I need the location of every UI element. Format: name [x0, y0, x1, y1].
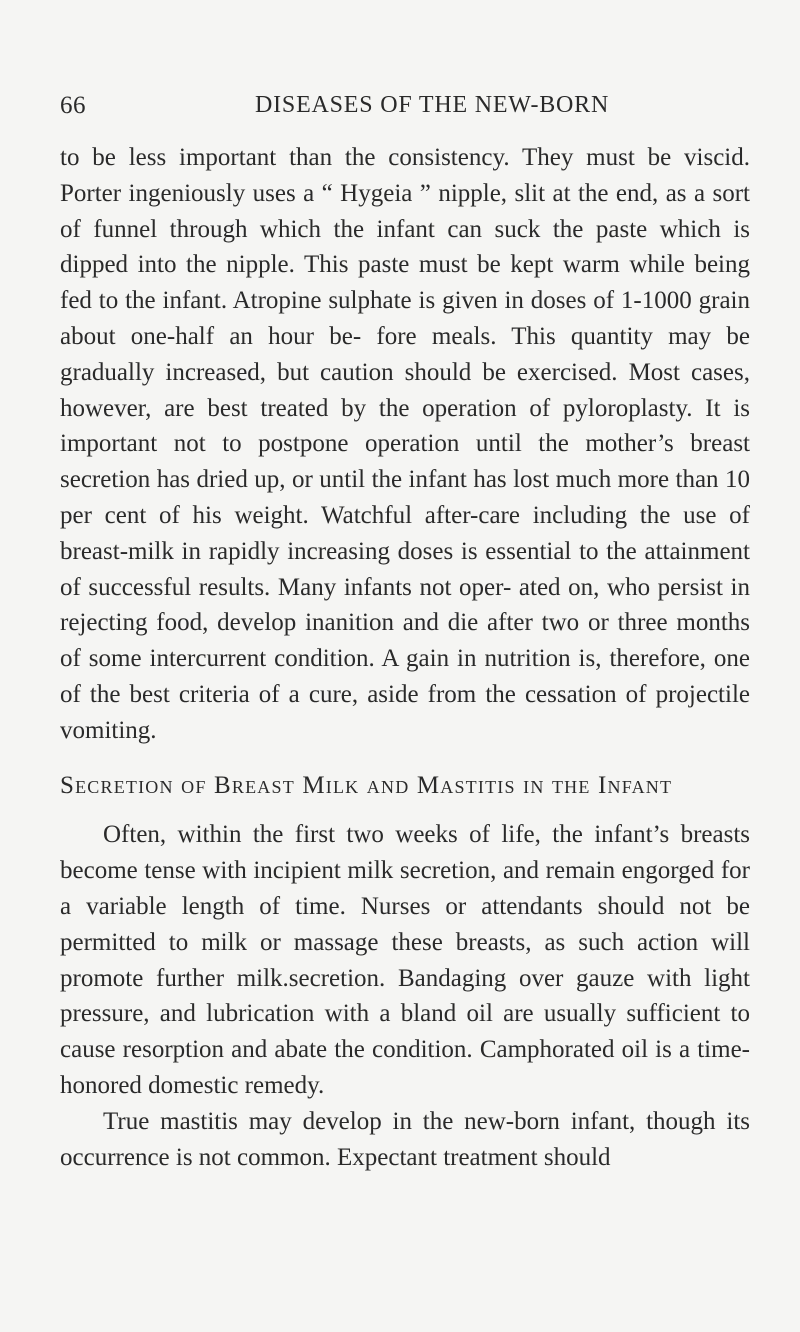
page-header: [60, 92, 740, 122]
section-heading: Secretion of Breast Milk and Mastitis in the Infant: [60, 771, 673, 799]
running-title: DISEASES OF THE NEW-BORN: [255, 92, 610, 118]
paragraph-pyloroplasty-treatment: to be less important than the consistency. They must be viscid. Porter ingeniously uses a “ Hygeia ” nipple, slit at the end, as a sort of funnel through which the infant can suck the paste which is dipped into the nipple. This paste must be kept warm while being fed to the infant. Atropine sulphate is given in doses of 1-1000 grain about one-half an hour be- fore meals. This quantity may be gradually increased, but caution should be exercised. Most cases, however, are best treated by the operation of pyloroplasty. It is important not to postpone operation until the mother’s breast secretion has dried up, or until the infant has lost much more than 10 per cent of his weight. Watchful after-care including the use of breast-milk in rapidly increasing doses is essential to the attainment of successful results. Many infants not oper- ated on, who persist in rejecting food, develop inanition and die after two or three months of some intercurrent condition. A gain in nutrition is, therefore, one of the best criteria of a cure, aside from the cessation of projectile vomiting.: [60, 144, 750, 744]
paragraph-breast-secretion: Often, within the first two weeks of life, the infant’s breasts become tense with incipient milk secretion, and remain engorged for a variable length of time. Nurses or attendants should not be permitted to milk or massage these breasts, as such action will promote further milk.secretion. Bandaging over gauze with light pressure, and lubrication with a bland oil are usually sufficient to cause resorption and abate the condition. Camphorated oil is a time-honored domestic remedy.: [60, 821, 750, 1099]
body-text: [60, 140, 750, 1175]
page-number: 66: [60, 92, 86, 119]
paragraph-true-mastitis: True mastitis may develop in the new-born infant, though its occurrence is not common. Expectant treatment should: [60, 1107, 750, 1171]
